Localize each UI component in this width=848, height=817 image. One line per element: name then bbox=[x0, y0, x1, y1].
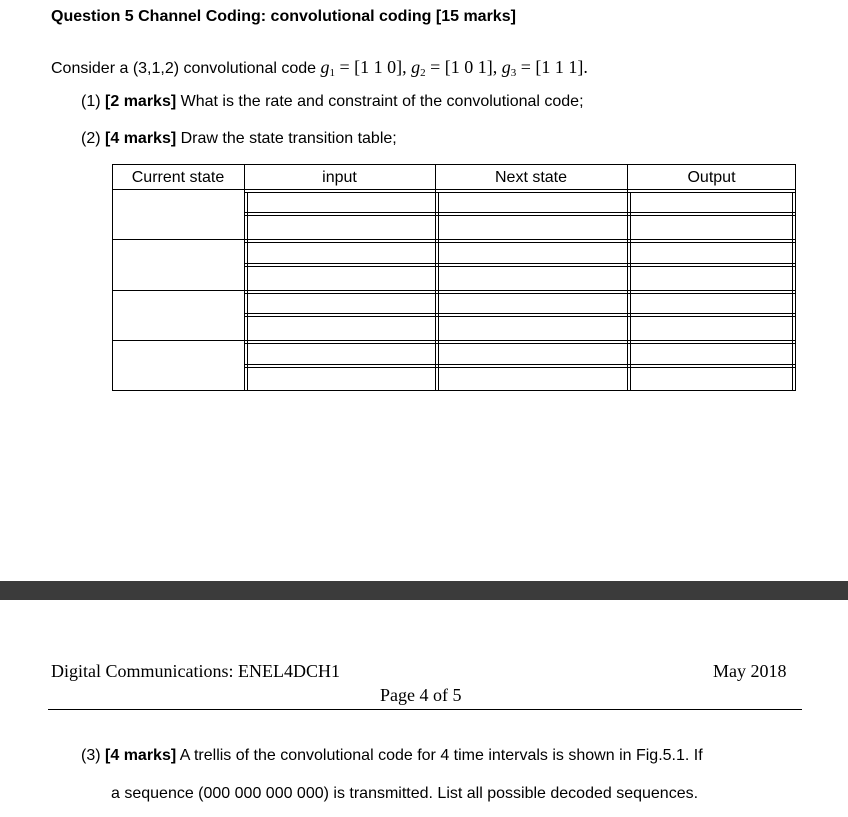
part-1: (1) [2 marks] What is the rate and constraint of the convolutional code; bbox=[81, 93, 584, 110]
row-divider bbox=[244, 316, 796, 317]
row-divider bbox=[244, 343, 796, 344]
state-group-divider bbox=[112, 340, 796, 341]
row-divider bbox=[244, 215, 796, 216]
footer-rule bbox=[48, 709, 802, 710]
row-divider bbox=[244, 212, 796, 213]
state-transition-table bbox=[112, 164, 796, 391]
part-2: (2) [4 marks] Draw the state transition table; bbox=[81, 130, 397, 147]
state-group-divider bbox=[112, 239, 796, 240]
column-divider bbox=[792, 192, 793, 390]
part-3-continuation: a sequence (000 000 000 000) is transmitted. List all possible decoded sequences. bbox=[111, 785, 699, 802]
intro-text: Consider a (3,1,2) convolutional code bbox=[51, 60, 321, 77]
column-divider bbox=[438, 192, 439, 390]
header-divider bbox=[112, 189, 796, 190]
question-title: Question 5 Channel Coding: convolutional coding [15 marks] bbox=[51, 8, 516, 25]
column-divider bbox=[627, 164, 628, 391]
row-divider bbox=[244, 242, 796, 243]
header-current-state: Current state bbox=[131, 169, 225, 186]
intro-line bbox=[51, 57, 588, 79]
state-group-divider bbox=[112, 290, 796, 291]
column-divider bbox=[247, 192, 248, 390]
header-next-state: Next state bbox=[494, 169, 568, 186]
row-divider bbox=[244, 263, 796, 264]
row-divider bbox=[244, 192, 796, 193]
row-divider bbox=[244, 313, 796, 314]
table-border-bottom bbox=[112, 390, 796, 391]
header-output: Output bbox=[687, 169, 736, 186]
page-separator bbox=[0, 581, 848, 600]
generator-polynomials: $g_1 = [1$ 1 0], $g_2 = [1$ 0 1], $g_3 = [1$ 1 1]. bbox=[320, 57, 588, 79]
row-divider bbox=[244, 266, 796, 267]
row-divider bbox=[244, 367, 796, 368]
column-divider bbox=[435, 164, 436, 391]
column-divider bbox=[244, 164, 245, 391]
table-border-left bbox=[112, 164, 113, 391]
table-border-top bbox=[112, 164, 796, 165]
table-border-right bbox=[795, 164, 796, 391]
header-input: input bbox=[322, 169, 357, 186]
row-divider bbox=[244, 293, 796, 294]
row-divider bbox=[244, 364, 796, 365]
column-divider bbox=[630, 192, 631, 390]
footer-page-number: Page 4 of 5 bbox=[380, 685, 462, 705]
part-3: (3) [4 marks] A trellis of the convolutional code for 4 time intervals is shown in Fig.5.1. If bbox=[81, 747, 703, 764]
footer-course: Digital Communications: ENEL4DCH1 bbox=[51, 661, 340, 681]
footer-date: May 2018 bbox=[713, 661, 787, 681]
